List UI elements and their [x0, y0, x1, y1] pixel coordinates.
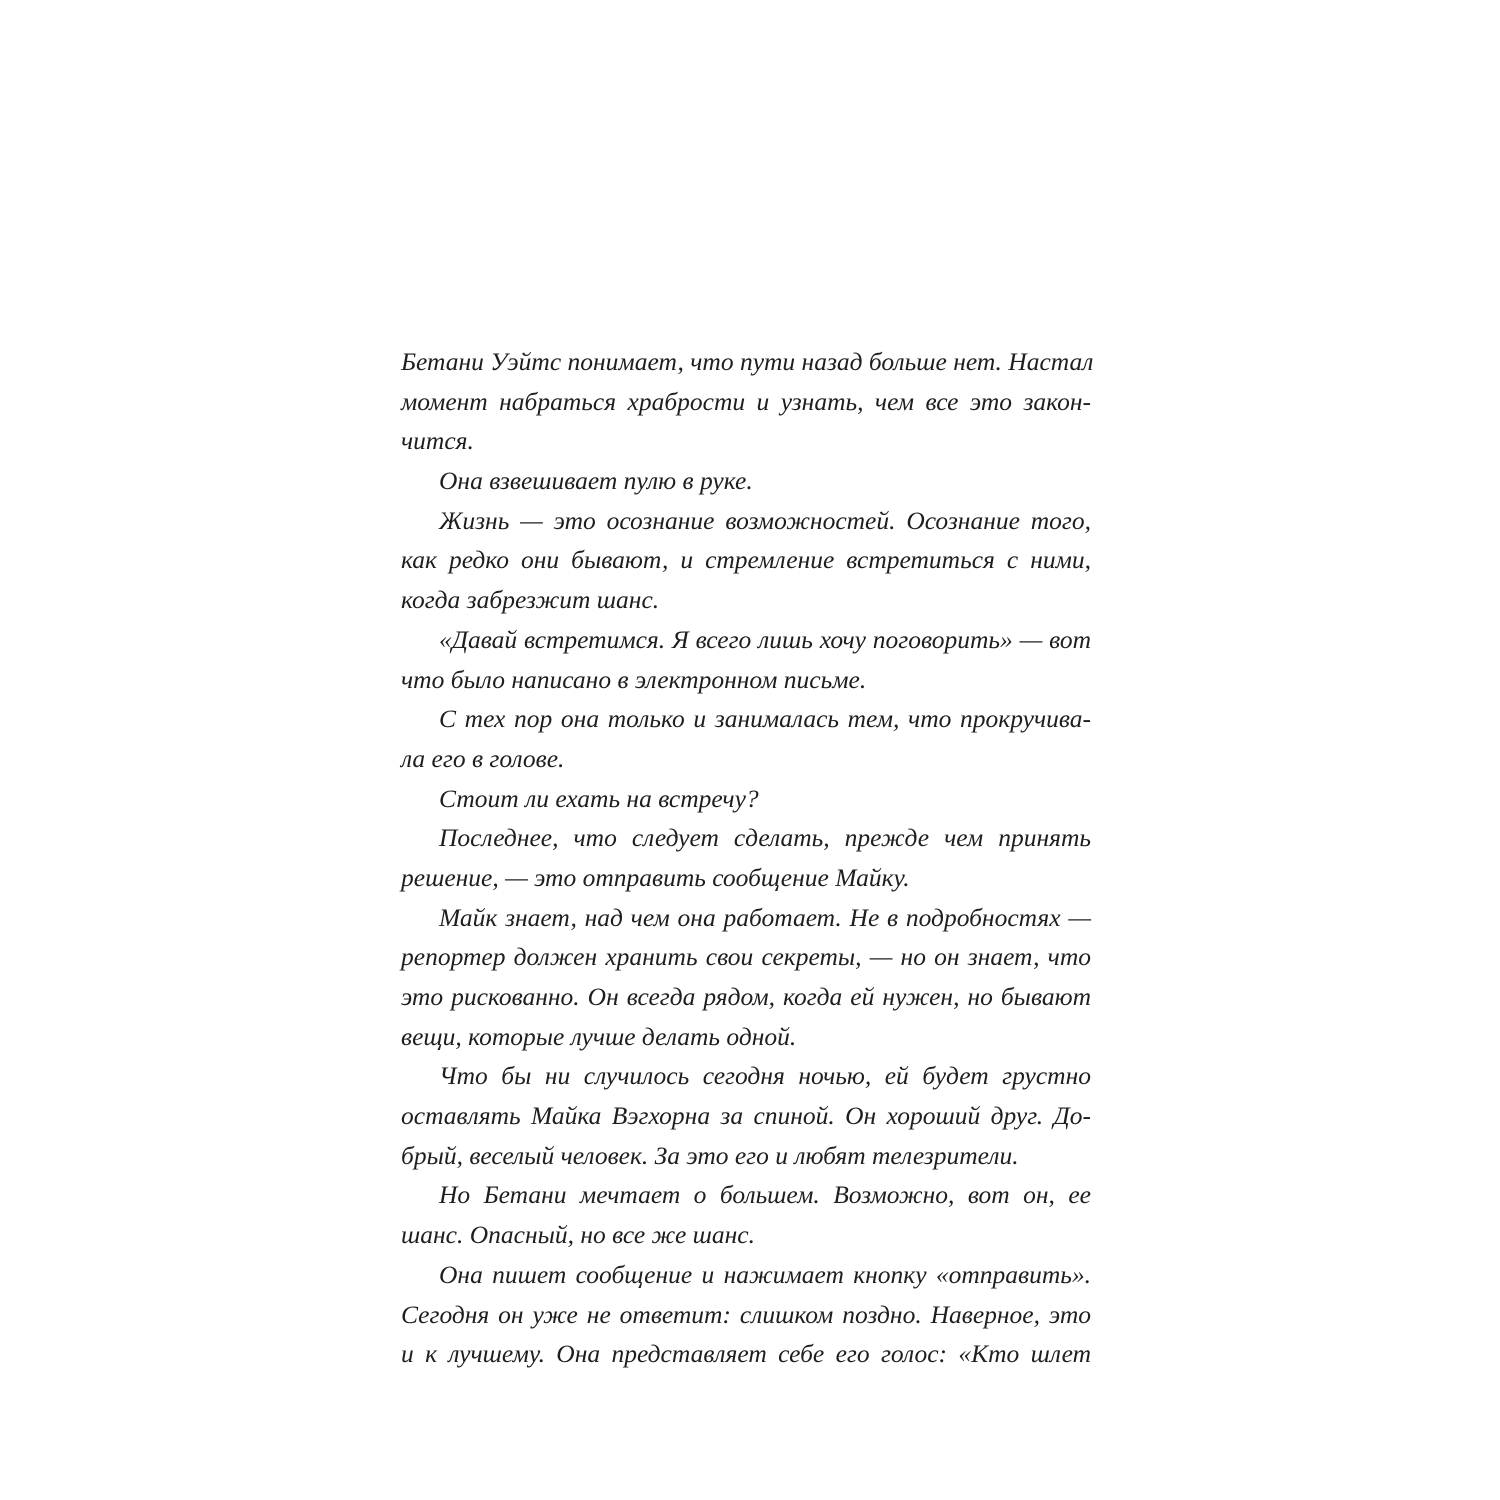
- text-line: шанс. Опасный, но все же шанс.: [401, 1220, 755, 1250]
- text-line: Но Бетани мечтает о большем. Возможно, вот он, ее: [439, 1180, 1091, 1210]
- text-line: Майк знает, над чем она работает. Не в подробностях —: [439, 902, 1091, 932]
- text-line: ла его в голове.: [401, 743, 565, 773]
- text-line: Что бы ни случилось сегодня ночью, ей будет грустно: [439, 1061, 1091, 1091]
- text-line: Жизнь — это осознание возможностей. Осознание того,: [439, 505, 1091, 535]
- text-line: Она взвешивает пулю в руке.: [439, 466, 753, 496]
- text-line: что было написано в электронном письме.: [401, 664, 867, 694]
- text-line: репортер должен хранить свои секреты, — но он знает, что: [401, 942, 1091, 972]
- text-line: решение, — это отправить сообщение Майку.: [401, 862, 910, 892]
- text-line: как редко они бывают, и стремление встретиться с ними,: [401, 545, 1091, 575]
- text-line: Сегодня он уже не ответит: слишком поздно. Наверное, это: [401, 1299, 1091, 1329]
- text-line: «Давай встретимся. Я всего лишь хочу поговорить» — вот: [439, 624, 1091, 654]
- text-line: Стоит ли ехать на встречу?: [439, 783, 759, 813]
- text-line: оставлять Майка Вэгхорна за спиной. Он хороший друг. До-: [401, 1101, 1091, 1131]
- text-line: чится.: [401, 426, 474, 456]
- text-line: Она пишет сообщение и нажимает кнопку «отправить».: [439, 1259, 1091, 1289]
- text-line: вещи, которые лучше делать одной.: [401, 1021, 797, 1051]
- text-line: Бетани Уэйтс понимает, что пути назад больше нет. Настал: [401, 347, 1094, 376]
- text-line: когда забрезжит шанс.: [401, 585, 660, 615]
- text-line: Последнее, что следует сделать, прежде чем принять: [439, 823, 1091, 853]
- text-line: С тех пор она только и занималась тем, что прокручива-: [439, 704, 1091, 734]
- body-text: [401, 342, 1094, 1374]
- text-line: и к лучшему. Она представляет себе его голос: «Кто шлет: [401, 1339, 1091, 1369]
- text-line: брый, веселый человек. За это его и любят телезрители.: [401, 1140, 1019, 1170]
- text-line: это рискованно. Он всегда рядом, когда ей нужен, но бывают: [401, 982, 1091, 1011]
- text-line: момент набраться храбрости и узнать, чем все это закон-: [401, 386, 1091, 416]
